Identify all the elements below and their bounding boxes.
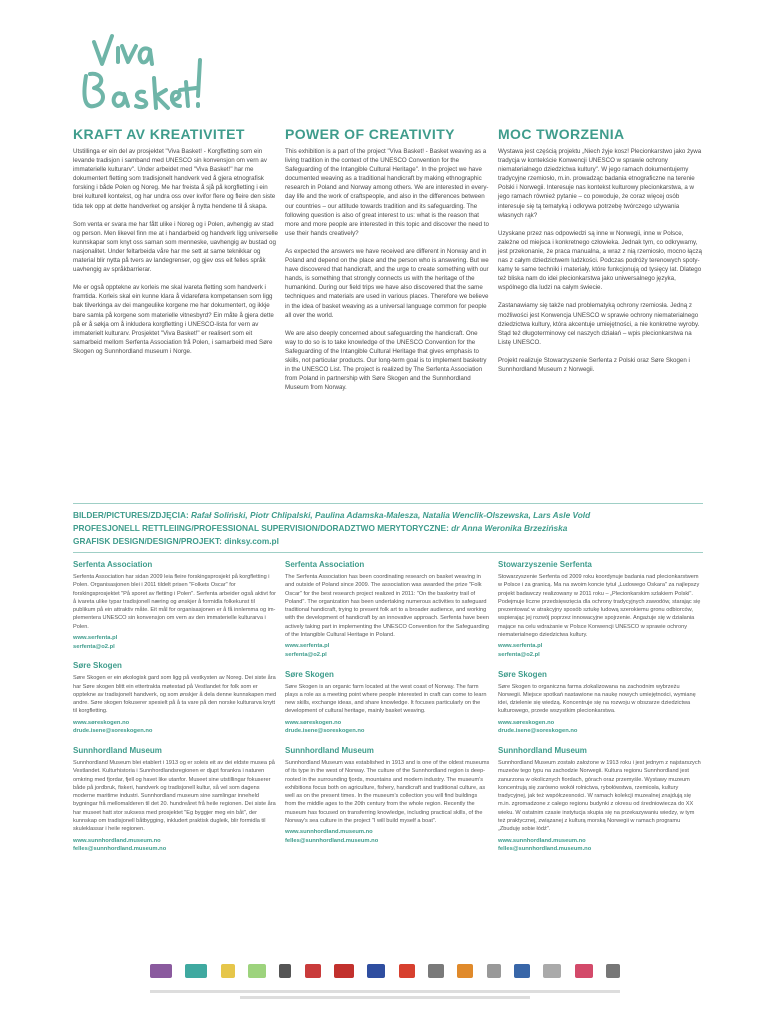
website-link[interactable]: www.serfenta.pl [498,643,543,650]
org-title: Søre Skogen [73,661,122,671]
org-title: Sunnhordland Museum [498,745,587,755]
org-block [73,746,278,854]
website-link[interactable]: www.serfenta.pl [73,635,118,642]
org-description: Stowarzyszenie Serfenta od 2009 roku koordynuje badania nad plecionkarstwem w Polsce i za granicą. Ma na swoim koncie tytuł „Ludowego Oskara" za najlepszy projekt badawczy realizowany w 2011 roku – „Plecionkarskim szlakiem Polski". Podejmuje liczne przedsięwzięcia dla ochrony tradycyjnych zawodów, starając się prezentować w atrakcyjny sposób sztukę ludową szerokiemu gronu odbiorców, wspierając jej rozwój poprzez innowacyjne spojrzenie. Angażuje się w działania mające na celu wdrażanie w Polsce Konwencji UNESCO w sprawie ochrony niematerialnego dziedzictwa kultury. [498,574,701,639]
partner-logo [248,964,266,978]
sponsor-logo-strip [150,958,620,984]
credit-label: GRAFISK DESIGN/DESIGN/PROJEKT: [73,536,222,546]
org-description: The Serfenta Association has been coordinating research on basket weaving in and outside of Poland since 2009. The association was awarded the prize "Folk Oscar" for the best research project realized in 2011: "On the basketry trail of Poland". The organization has been undertaking numerous activities to safeguard traditional handicraft, trying to present folk art to a broader audience, and working with the development of handicraft by an innovative approach. Serfenta have been actively taking part in implementing the UNESCO Convention for the Safeguarding of the Intangible Cultural Heritage in Poland. [285,574,489,639]
email-link[interactable]: felles@sunnhordland.museum.no [73,846,167,853]
email-link[interactable]: drude.isene@soreskogen.no [285,728,365,735]
org-title: Serfenta Association [285,560,365,569]
credit-value: dr Anna Weronika Brzezińska [451,523,568,533]
org-description: Sunnhordland Museum zostało założone w 1913 roku i jest jednym z najstarszych muzeów tego typu na zachodzie Norwegii. Kultura regionu Sunnhordland jest zanurzona w okolicznych fiordach, górach oraz przemyśle. Wystawy muzeum koncentrują się zarówno wokół rolnictwa, rybołówstwa, rzemiosła, kultury tradycyjnej, jak też współczesności. W ramach kolekcji muzealnej znajdują się m.in. zgromadzone z całego regionu budynki z okresu od średniowiecza do XX wieku. W ostatnim czasie instytucja skupia się na przekazywaniu wiedzy, w tym też praktycznej, związanej z kulturą morską Norwegii w ramach programu „Zbuduję sobie łódź". [498,759,701,833]
org-title: Søre Skogen [498,669,547,679]
email-link[interactable]: felles@sunnhordland.museum.no [285,837,379,844]
email-link[interactable]: drude.isene@soreskogen.no [498,728,578,735]
credit-value: Rafał Soliński, Piotr Chlipalski, Paulina Adamska-Malesza, Natalia Wenclik-Olszewska, Lars Asle Vold [191,510,591,520]
org-block [285,670,490,736]
eu-logo [367,964,385,978]
norway-grants-logo [334,964,354,978]
org-block [498,670,703,736]
column-english [285,126,490,401]
email-link[interactable]: serfenta@o2.pl [285,651,327,658]
paragraph: Projekt realizuje Stowarzyszenie Serfenta z Polski oraz Søre Skogen i Sunnhordland Museum z Norwegii. [498,356,690,373]
org-title: Søre Skogen [285,669,334,679]
org-description: Søre Skogen is an organic farm located at the west coast of Norway. The farm plays a role as a meeting point where people interested in craft can come to learn new skills, exchange ideas, and share knowledge. It focuses particularly on the development of cultural heritage, mainly basket weaving. [285,683,487,715]
divider [73,552,703,553]
org-title: Serfenta Association [73,560,153,569]
org-title: Sunnhordland Museum [285,745,374,755]
org-block [73,560,278,651]
org-block [498,560,703,660]
org-block [498,746,703,854]
partner-logo [428,964,444,978]
partner-logo [185,964,207,978]
website-link[interactable]: www.søreskogen.no [285,719,342,726]
paragraph: As expected the answers we have received are different in Norway and in Poland and depend on the place and the person who is answering. But we have discovered that handicraft, and the urge to create something with our hands, is something that strongly connects us with the heritage of the humankind. During our field trips we have also discovered that the same techniques and materials are used in various places. Therefore we believe in the idea of basket weaving as a universal language common for people all over the world. [285,247,489,319]
viva-basket-logo [72,20,212,115]
website-link[interactable]: www.sunnhordland.museum.no [285,829,373,836]
column-heading: KRAFT AV KREATIVITET [73,126,245,142]
email-link[interactable]: drude.isene@soreskogen.no [73,728,153,735]
email-link[interactable]: felles@sunnhordland.museum.no [498,846,592,853]
serfenta-logo [150,964,172,978]
org-block [285,746,490,846]
org-title: Stowarzyszenie Serfenta [498,560,592,569]
partner-logo [606,964,620,978]
org-block [73,661,278,736]
email-link[interactable]: serfenta@o2.pl [73,643,115,650]
partner-logo [575,964,593,978]
column-polish [498,126,703,383]
website-link[interactable]: www.serfenta.pl [285,643,330,650]
org-title: Sunnhordland Museum [73,745,162,755]
credit-line-photos [73,509,713,522]
orgs-column-norwegian [73,560,278,864]
website-link[interactable]: www.sunnhordland.museum.no [498,837,586,844]
unesco-logo [514,964,530,978]
credit-value: dinksy.com.pl [224,536,279,546]
partner-logo [305,964,321,978]
orgs-column-english [285,560,490,856]
paragraph: Wystawa jest częścią projektu „Niech żyje kosz! Plecionkarstwo jako żywa tradycja w kontekście Konwencji UNESCO w sprawie ochrony niematerialnego dziedzictwa kultury". W jego ramach dokumentujemy tradycyjne rzemiosło, m.in. prowadząc badania etnograficzne na terenie Polski i Norwegii. Interesuje nas kontekst kulturowy plecionkarstwa, a w jego ramach również pytanie – co powoduje, że coraz więcej osób interesuje się tą tematyką i odkrywa potrzebę twórczego używania własnych rąk? [498,148,702,219]
credit-line-design [73,535,713,548]
paragraph: Uzyskane przez nas odpowiedzi są inne w Norwegii, inne w Polsce, zależne od miejsca i konkretnego człowieka. Jednak tym, co odkrywamy, jest przekonanie, że praca manualna, a wraz z nią rzemiosło, mocno łączą nas z całym dziedzictwem ludzkości. Podczas podróży terenowych spotykamy te same techniki i materiały, które funkcjonują od tysięcy lat. Dlatego też bliska nam do idei plecionkarstwa jako uniwersalnego języka, wspólnego dla ludzi na całym świecie. [498,229,702,292]
org-block [285,560,490,660]
partner-logo [221,964,235,978]
paragraph: Utstillinga er ein del av prosjektet "Viva Basket! - Korgfletting som ein levande tradisjon i samband med UNESCO sin konvensjon om vern av immaterielle kulturarv". Under arbeidet med "Viva Basket!" har me dokumentert fletting som tradisjonelt handverk ved å gjera etnografisk forsking i både Polen og Noreg. Me har freista å sjå på korgfletting i ein brei kulturell kontekst, og har undra oss over kvifor flere og fleire den siste tida tek opp at dette handverket og anskjer å nytta hendene til å skapa. [73,148,276,210]
credit-label: BILDER/PICTURES/ZDJĘCIA: [73,510,189,520]
partner-logo [487,964,501,978]
credit-label: PROFESJONELL RETTLEIING/PROFESSIONAL SUPERVISION/DORADZTWO MERYTORYCZNE: [73,523,449,533]
org-description: Sunnhordland Museum was established in 1913 and is one of the oldest museums of its type in the west of Norway. The culture of the Sunnhordland region is deep-rooted in the surrounding fjords, mountains and modern industry. The museum's exhibitions focus both on agriculture, fishery, handicraft and traditional culture, as well as on the present times. In the museum's collection you will find buildings from the middle ages to the 20th century from the whole region. Recently the museum has focused on transferring knowledge, including practical skills, of the Norway's sea culture in the project "I will build myself a boat". [285,759,490,825]
paragraph: We are also deeply concerned about safeguarding the handicraft. One way to do so is to take knowledge of the UNESCO Convention for the Safeguarding of the Intangible Cultural Heritage that gives emphasis to skills, not particular products. Our long-term goal is to implement basketry in the UNESCO List. The project is realized by The Serfenta Association from Poland in partnership with Søre Skogen and the Sunnhordland Museum from Norway. [285,329,487,392]
website-link[interactable]: www.søreskogen.no [73,719,130,726]
column-heading: POWER OF CREATIVITY [285,126,455,142]
orgs-column-polish [498,560,703,864]
partner-logo [543,964,561,978]
org-description: Søre Skogen er ein økologisk gard som ligg på vestkysten av Noreg. Dei siste åra har Søre skogen blitt ein ettertrakta møtestad på Vestlandet for folk som er opptekne av tradisjonelt handverk, og som ønskjer å dela denne kunnskapen med andre. Søre skogen fokuserer spesielt på å ta vare på den norske kulturarva knytt til korgfletting. [73,675,277,715]
website-link[interactable]: www.søreskogen.no [498,719,555,726]
footnote-line [240,996,530,999]
column-heading: MOC TWORZENIA [498,126,625,142]
paragraph: Me er også opptekne av korleis me skal ivareta fletting som handverk i framtida. Korleis skal ein kunne klara å vidareføra kompetansen som ligg bak tilverkinga av dei mangeulike korgene me har dokumentert, og ikkje bare samla på korgene som materielle vitnesbyrd? Ein måte å gjera dette på er å søkja om å inkludera korgfletting i UNESCO-lista for vern av immaterielt kulturarv. Prosjektet "Viva Basket!" er realisert som eit samarbeid mellom Serfenta Association frå Polen, i samarbeid med Søre Skogen og Sunnhordland museum i Norge. [73,284,274,355]
partner-logo [399,964,415,978]
email-link[interactable]: serfenta@o2.pl [498,651,540,658]
column-norwegian [73,126,278,365]
org-description: Søre Skogen to organiczna farma zlokalizowana na zachodnim wybrzeżu Norwegii. Miejsce spotkań nastawione na naukę nowych umiejętności, wymianę idei, dzielenie się wiedzą. Koncentruje się na rozwoju w obszarze dziedzictwa kulturowego, przede wszystkim plecionkarstwa. [498,683,696,715]
paragraph: This exhibition is a part of the project "Viva Basket! - Basket weaving as a living tradition in the context of the UNESCO Convention for the Safeguarding of the Intangible Cultural Heritage". In the project we have documented weaving as a traditional handicraft by making ethnographic research in Poland and Norway among others. We are interested in every-day life and the work of craftspeople, and also in the differences between our countries – our attitude towards tradition and its safeguarding. The following question is also of great interest to us: what is the reason that more and more people are interested in this topic and discover the need to use their hands creatively? [285,148,489,237]
partner-logo [457,964,473,978]
credits-block [73,509,713,548]
divider [73,503,703,504]
org-description: Sunnhordland Museum blei etablert i 1913 og er soleis eit av dei eldste musea på Vestlandet. Kulturhistoria i Sunnhordlandsregionen er djupt forankra i naturen omkring med fjordar, fjell og havet like utanfor. Museet sine utstillingar fokuserer både på jordbruk, fiskeri, handverk og tradisjonell kultur, så vel som dagens moderne maritime industri. Sunnhordland museum sine samlingar inneheld bygningar frå mellomalderen til det 20. hundreåret frå heile regionen. Dei siste åra har museet hatt stor suksess med prosjektet "Eg byggjer meg ein båt", der kunnskap om tradisjonell båtbygging, inkludert praktisk dugleik, blir formidla til skuleklassar i heile regionen. [73,759,276,833]
partner-logo [279,964,291,978]
org-description: Serfenta Association har sidan 2009 leia fleire forskingsprosjekt på korgfletting i Polen. Organisasjonen blei i 2011 tildelt prisen "Folkets Oscar" for forskingsprosjektet "På sporet av fletting i Polen". Serfenta arbeider også aktivt for å ivareta ulike typar tradisjonell næring og ønskjer å formidla folkekunst til publikum på ein attraktiv måte. Eit mål for organisasjonen er å få innlemma og implementera UNESCO sin konvensjon om vern av den immaterielle kulturarva i Polen. [73,574,276,630]
credit-line-supervision [73,522,713,535]
paragraph: Som venta er svara me har fått ulike i Noreg og i Polen, avhengig av stad og person. Men likevel finn me at i handarbeid og handverk ligg universelle kunnskapar som knyt oss saman som menneske, uavhengig av bustad og nasjonalitet. Under feltarbeida våre har me sett at same teknikkar og material blir nytta på tvers av landegrenser, og gjev oss eit felles språk uavhengig av språkbarrierar. [73,220,278,274]
website-link[interactable]: www.sunnhordland.museum.no [73,837,161,844]
footnote-line [150,990,620,993]
paragraph: Zastanawiamy się także nad problematyką ochrony rzemiosła. Jedną z możliwości jest Konwencja UNESCO w sprawie ochrony niematerialnego dziedzictwa kultury, która akcentuje umiejętności, a nie konkretne wyroby. Stąd też długoterminowy cel naszych działań – wpis plecionkarstwa na Listę UNESCO. [498,302,700,346]
